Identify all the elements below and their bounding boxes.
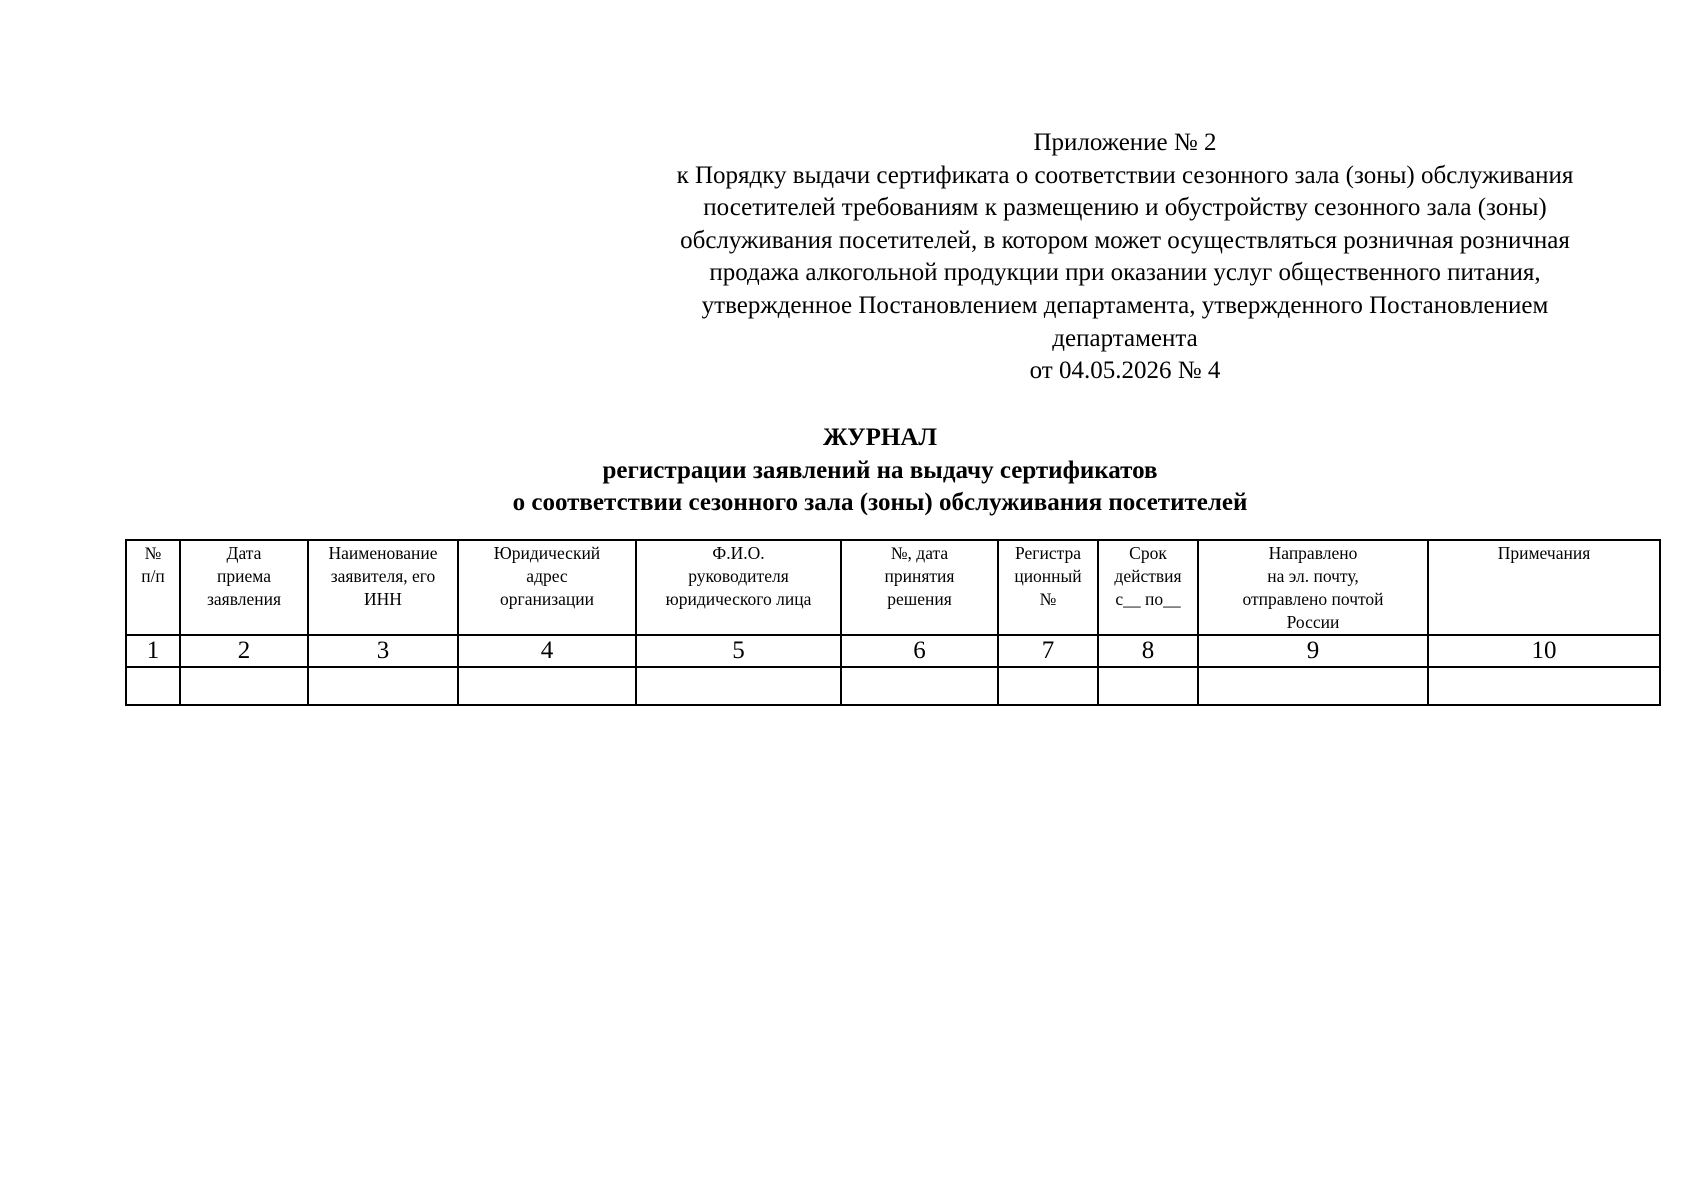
column-number-cell: 10 <box>1428 635 1660 667</box>
empty-cell <box>308 667 458 705</box>
header-cell-sent: Направлено на эл. почту, отправлено почтой России <box>1198 540 1428 635</box>
header-cell-applicant: Наименование заявителя, его ИНН <box>308 540 458 635</box>
appendix-text-line: посетителей требованиям к размещению и обустройству сезонного зала (зоны) <box>703 194 1547 222</box>
column-number-cell: 5 <box>636 635 841 667</box>
header-cell-validity: Срок действия с__ по__ <box>1098 540 1198 635</box>
header-cell-number: № п/п <box>126 540 180 635</box>
column-number-cell: 3 <box>308 635 458 667</box>
header-cell-date: Дата приема заявления <box>180 540 308 635</box>
empty-cell <box>841 667 998 705</box>
header-cell-address: Юридический адрес организации <box>458 540 636 635</box>
empty-cell <box>1198 667 1428 705</box>
table-row <box>126 667 1660 705</box>
header-cell-head-name: Ф.И.О. руководителя юридического лица <box>636 540 841 635</box>
journal-title-subtitle: о соответствии сезонного зала (зоны) обслуживания посетителей <box>512 489 1248 517</box>
empty-cell <box>126 667 180 705</box>
empty-cell <box>1098 667 1198 705</box>
registration-journal-table <box>125 539 1661 706</box>
appendix-text-line: продажа алкогольной продукции при оказании услуг общественного питания, <box>709 259 1541 287</box>
header-cell-notes: Примечания <box>1428 540 1660 635</box>
column-number-cell: 9 <box>1198 635 1428 667</box>
column-number-cell: 6 <box>841 635 998 667</box>
appendix-header <box>610 127 1640 388</box>
empty-cell <box>636 667 841 705</box>
column-number-cell: 8 <box>1098 635 1198 667</box>
empty-cell <box>180 667 308 705</box>
empty-cell <box>458 667 636 705</box>
journal-title-subtitle: регистрации заявлений на выдачу сертификатов <box>602 456 1158 484</box>
table-header-row <box>126 540 1660 635</box>
appendix-text-line: к Порядку выдачи сертификата о соответствии сезонного зала (зоны) обслуживания <box>676 161 1574 189</box>
column-number-cell: 2 <box>180 635 308 667</box>
appendix-date-number: от 04.05.2026 № 4 <box>1029 357 1221 385</box>
journal-title-main: ЖУРНАЛ <box>822 424 938 451</box>
appendix-text-line: утвержденное Постановлением департамента, утвержденного Постановлением <box>701 291 1549 319</box>
header-cell-decision: №, дата принятия решения <box>841 540 998 635</box>
journal-title <box>300 422 1460 520</box>
appendix-number: Приложение № 2 <box>1033 129 1217 156</box>
column-number-cell: 7 <box>998 635 1098 667</box>
header-cell-registration-number: Регистра ционный № <box>998 540 1098 635</box>
appendix-text-line: обслуживания посетителей, в котором может осуществляться розничная розничная <box>680 226 1570 254</box>
column-number-cell: 1 <box>126 635 180 667</box>
appendix-text-line: департамента <box>1052 324 1198 352</box>
column-numbers-row <box>126 635 1660 667</box>
column-number-cell: 4 <box>458 635 636 667</box>
empty-cell <box>998 667 1098 705</box>
empty-cell <box>1428 667 1660 705</box>
